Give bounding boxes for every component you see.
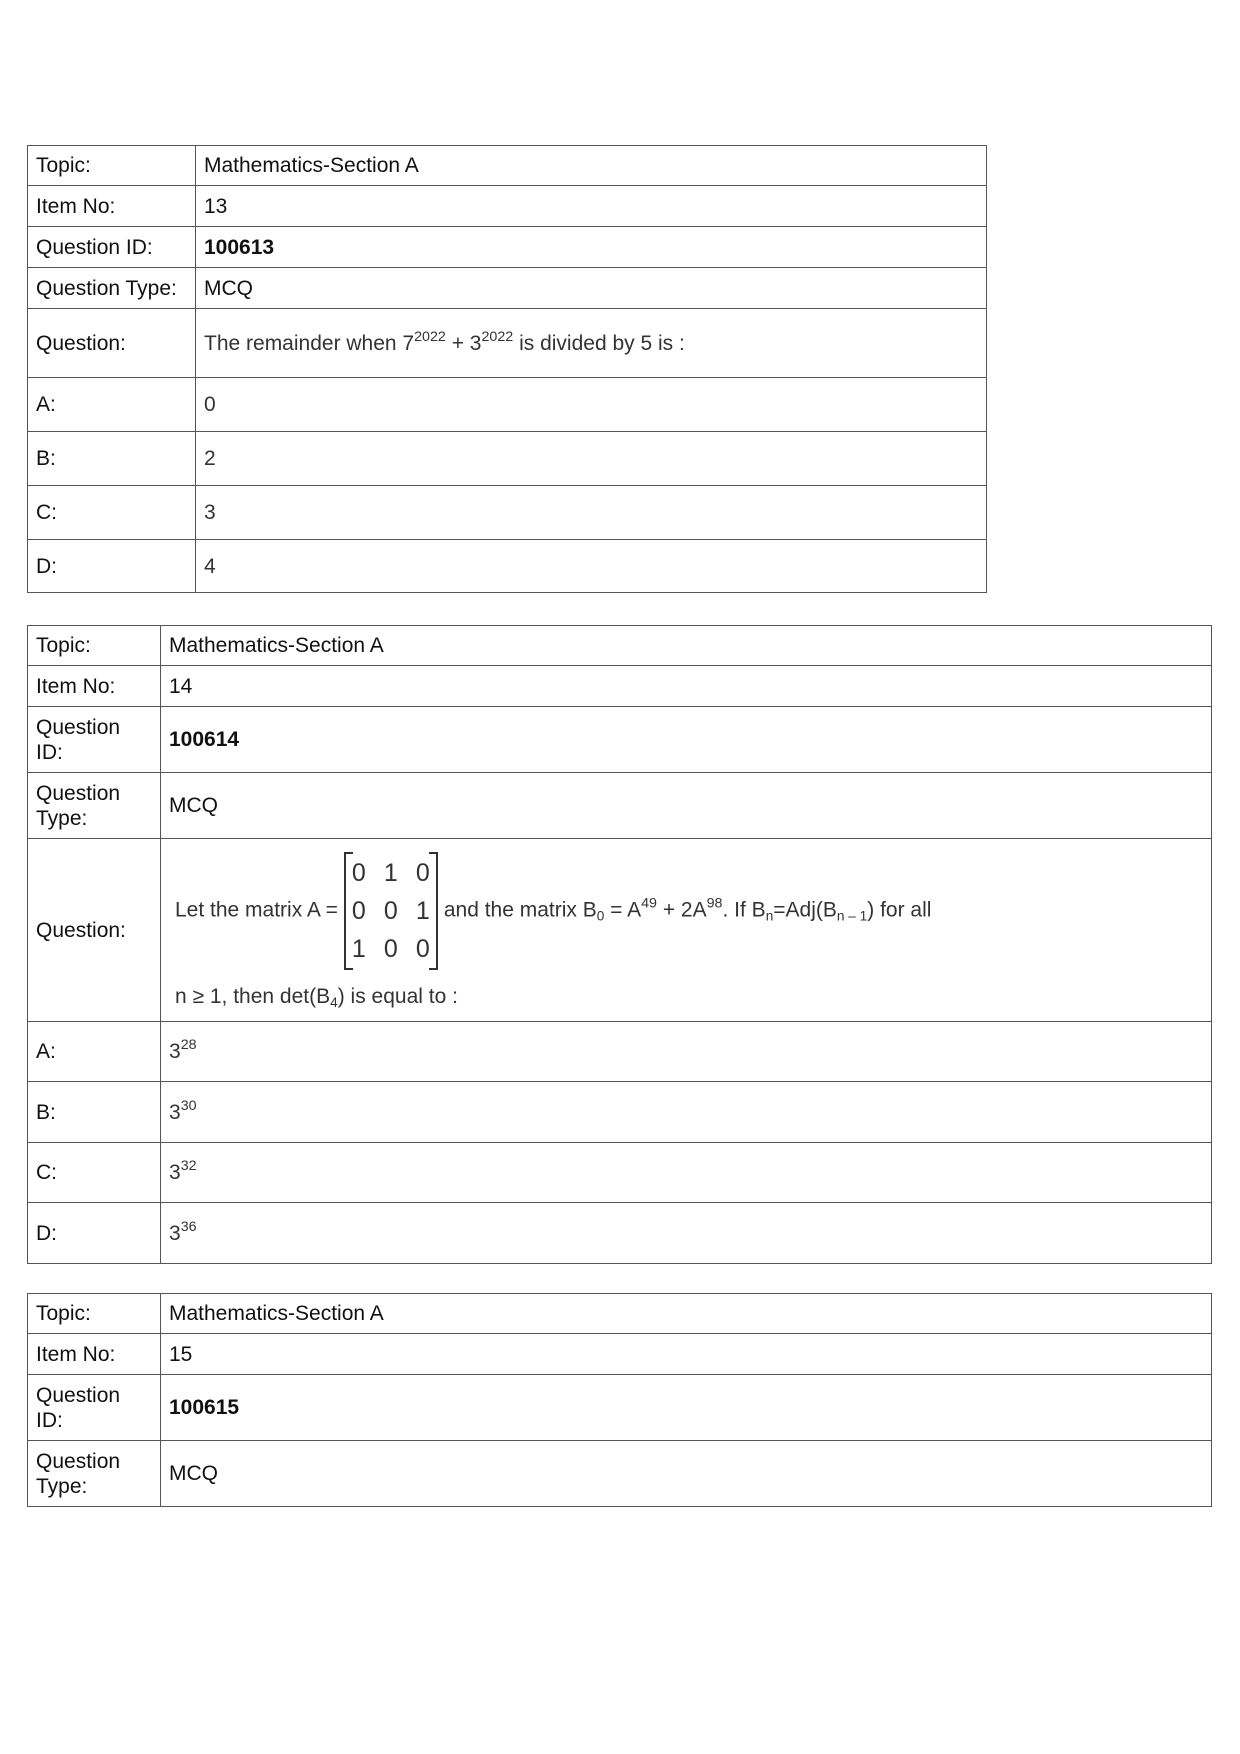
question-label: Question: [28, 839, 161, 1022]
item-no-value: 13 [196, 186, 987, 227]
question-13-table [27, 145, 987, 593]
option-d-value: $3^{36}$ [161, 1203, 1212, 1264]
matrix-cell: 0 [383, 934, 398, 963]
option-a-label: A: [28, 378, 196, 432]
question-id-value: 100614 [161, 707, 1212, 773]
question-type-label: Question Type: [28, 773, 161, 839]
option-d-label: D: [28, 1203, 161, 1264]
option-a-value: 0 [196, 378, 987, 432]
question-type-label: Question Type: [28, 268, 196, 309]
matrix-cell: 0 [351, 896, 366, 925]
option-d-label: D: [28, 540, 196, 593]
option-b-label: B: [28, 1082, 161, 1143]
question-type-value: MCQ [161, 773, 1212, 839]
topic-label: Topic: [28, 146, 196, 186]
question-line-1: Let the matrix A = 0 1 0 0 0 1 1 0 0 and the matrix $B_0 = A^{49} + 2A^{98}$. If $B_n=Adj(B_{n - 1})$ for all [175, 852, 1203, 970]
option-c-label: C: [28, 1143, 161, 1203]
question-type-label: Question Type: [28, 1441, 161, 1507]
matrix-cell: 0 [383, 896, 398, 925]
matrix-cell: 0 [415, 934, 430, 963]
item-no-value: 14 [161, 666, 1212, 707]
item-no-label: Item No: [28, 186, 196, 227]
matrix-a [344, 852, 438, 970]
matrix-cell: 1 [383, 858, 398, 887]
question-label: Question: [28, 309, 196, 378]
question-type-value: MCQ [161, 1441, 1212, 1507]
option-c-value: 3 [196, 486, 987, 540]
question-id-label: Question ID: [28, 707, 161, 773]
matrix-cell: 0 [415, 858, 430, 887]
question-id-value: 100613 [196, 227, 987, 268]
matrix-cell: 0 [351, 858, 366, 887]
question-14-table [27, 625, 1212, 1264]
topic-label: Topic: [28, 626, 161, 666]
question-15-table [27, 1293, 1212, 1507]
question-id-label: Question ID: [28, 227, 196, 268]
item-no-value: 15 [161, 1334, 1212, 1375]
option-b-value: $3^{30}$ [161, 1082, 1212, 1143]
item-no-label: Item No: [28, 1334, 161, 1375]
option-c-label: C: [28, 486, 196, 540]
option-b-label: B: [28, 432, 196, 486]
topic-value: Mathematics-Section A [196, 146, 987, 186]
matrix-cell: 1 [351, 934, 366, 963]
question-type-value: MCQ [196, 268, 987, 309]
question-line-2: n ≥ 1, then $\det(B_4)$ is equal to : [175, 984, 458, 1010]
question-id-value: 100615 [161, 1375, 1212, 1441]
topic-value: Mathematics-Section A [161, 626, 1212, 666]
topic-label: Topic: [28, 1294, 161, 1334]
option-a-value: $3^{28}$ [161, 1022, 1212, 1082]
matrix-cell: 1 [415, 896, 430, 925]
option-c-value: $3^{32}$ [161, 1143, 1212, 1203]
topic-value: Mathematics-Section A [161, 1294, 1212, 1334]
option-a-label: A: [28, 1022, 161, 1082]
item-no-label: Item No: [28, 666, 161, 707]
option-d-value: 4 [196, 540, 987, 593]
question-id-label: Question ID: [28, 1375, 161, 1441]
option-b-value: 2 [196, 432, 987, 486]
question-text [161, 839, 1212, 1022]
question-text: The remainder when $7^{2022} + 3^{2022}$ is divided by 5 is : [196, 309, 987, 378]
